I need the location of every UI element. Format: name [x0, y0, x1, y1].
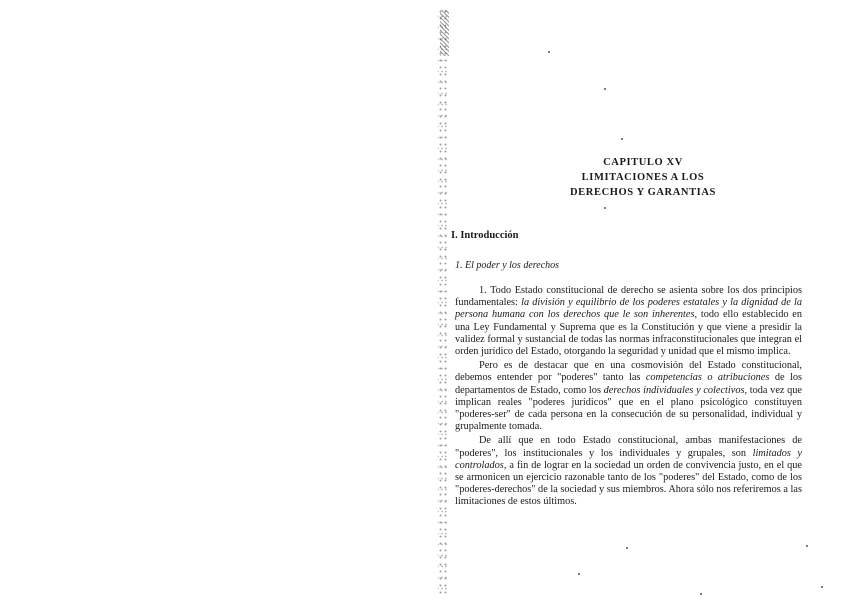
paragraph-2 — [455, 360, 802, 433]
binding-gutter-mark — [440, 10, 449, 56]
paragraph-2-emphasis-1: competencias o atribuciones — [645, 372, 770, 384]
body-text — [455, 285, 802, 511]
chapter-title-line-2: DERECHOS Y GARANTIAS — [570, 187, 716, 198]
scan-speck — [700, 593, 702, 595]
subsection-title: 1. El poder y los derechos — [455, 260, 560, 271]
scan-speck — [604, 207, 606, 209]
paragraph-3-text-2: , a fin de lograr en la sociedad un orden de convivencia justo, en el que se armonicen un ejercicio razonable tanto de los "poderes" del Estado, como de los "poderes-derechos" de la sociedad y sus miembros. Ahora sólo nos referiremos a las limitaciones de estos últimos. — [455, 459, 802, 508]
paragraph-2-emphasis-2: derechos individuales y colectivos — [603, 384, 745, 396]
scan-speck — [578, 573, 580, 575]
scan-speck — [626, 547, 628, 549]
section-title: I. Introducción — [451, 230, 519, 241]
paragraph-1-text-2: , todo ello establecido en una Ley Fundamental y Suprema que es la Constitución y que viene a presidir la validez formal y sustancial de todas las normas infraconstitucionales que integran el orden jurídico del Estado, otorgando la seguridad y unidad que el mismo implica. — [455, 309, 803, 358]
binding-gutter-noise — [438, 8, 448, 596]
scan-speck — [548, 51, 550, 53]
paragraph-1 — [455, 285, 802, 358]
scan-speck — [621, 138, 623, 140]
paragraph-2-text-3: , toda vez que implican reales "poderes jurídicos" que en el plano psicológico constituyen "poderes-ser" de cada persona en la consecución de su personalidad, individual y grupalmente tomada. — [455, 384, 802, 433]
scan-speck — [821, 586, 823, 588]
scan-speck — [806, 545, 808, 547]
paragraph-2-text-2: de los departamentos de Estado, como los — [455, 372, 802, 396]
chapter-title-line-1: LIMITACIONES A LOS — [581, 172, 705, 183]
paragraph-3 — [455, 435, 802, 508]
scan-speck — [604, 88, 606, 90]
chapter-number: CAPITULO XV — [603, 157, 683, 168]
paragraph-3-emphasis-1: limitados y controlados — [455, 447, 802, 471]
paragraph-1-text-1: 1. Todo Estado constitucional de derecho se asienta sobre los dos principios fundamentales: — [455, 285, 802, 309]
paragraph-3-text-1: De allí que en todo Estado constitucional, ambas manifestaciones de "poderes", los institucionales y los individuales y grupales, son — [455, 435, 802, 459]
paragraph-2-text-1: Pero es de destacar que en una cosmovisión del Estado constitucional, debemos entender por "poderes" tanto las — [455, 360, 802, 384]
paragraph-1-emphasis-1: la división y equilibrio de los poderes estatales y la dignidad de la persona humana con los derechos que le son inherentes — [455, 297, 802, 321]
